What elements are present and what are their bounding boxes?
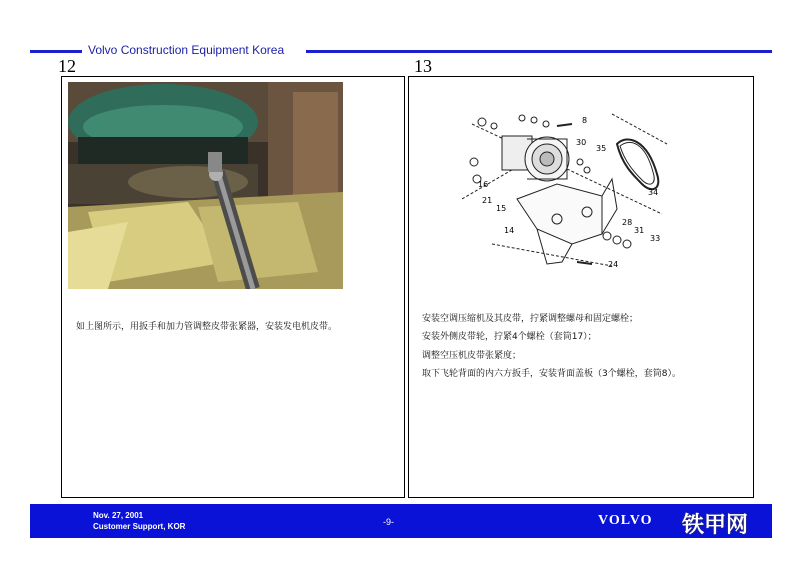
instruction-2: 安装外侧皮带轮，拧紧4个螺栓（套筒17）；: [422, 332, 597, 342]
diagram-label-24: 24: [608, 260, 619, 269]
diagram-label-31: 31: [634, 226, 645, 235]
footer-department: Customer Support, KOR: [93, 522, 186, 531]
diagram-label-34: 34: [648, 188, 659, 197]
engine-belt-photo: [68, 82, 343, 289]
footer-bar: [30, 504, 772, 538]
diagram-label-28: 28: [622, 218, 633, 227]
page-number-left: 12: [58, 56, 76, 76]
header-rule-left: [30, 50, 82, 53]
diagram-label-21: 21: [482, 196, 493, 205]
footer-date: Nov. 27, 2001: [93, 511, 144, 520]
watermark-logo: 铁甲网: [682, 513, 749, 538]
instruction-1: 安装空调压缩机及其皮带，拧紧调整螺母和固定螺栓；: [422, 314, 639, 324]
footer-page-number: -9-: [383, 517, 394, 527]
volvo-logo: VOLVO: [598, 513, 653, 528]
compressor-belt-diagram: [462, 104, 670, 274]
diagram-label-30: 30: [576, 138, 587, 147]
diagram-label-33: 33: [650, 234, 661, 243]
diagram-label-8: 8: [582, 116, 588, 125]
left-caption: 如上图所示，用扳手和加力管调整皮带张紧器，安装发电机皮带。: [76, 322, 338, 332]
diagram-label-15: 15: [496, 204, 507, 213]
page-number-right: 13: [414, 56, 432, 76]
instruction-4: 取下飞轮背面的内六方扳手，安装背面盖板（3个螺栓，套筒8）。: [422, 369, 681, 379]
diagram-label-35: 35: [596, 144, 607, 153]
instruction-3: 调整空压机皮带张紧度；: [422, 351, 522, 361]
diagram-label-14: 14: [504, 226, 515, 235]
header-rule-right: [306, 50, 772, 53]
diagram-label-16: 16: [478, 180, 489, 189]
header-title: Volvo Construction Equipment Korea: [88, 43, 285, 57]
